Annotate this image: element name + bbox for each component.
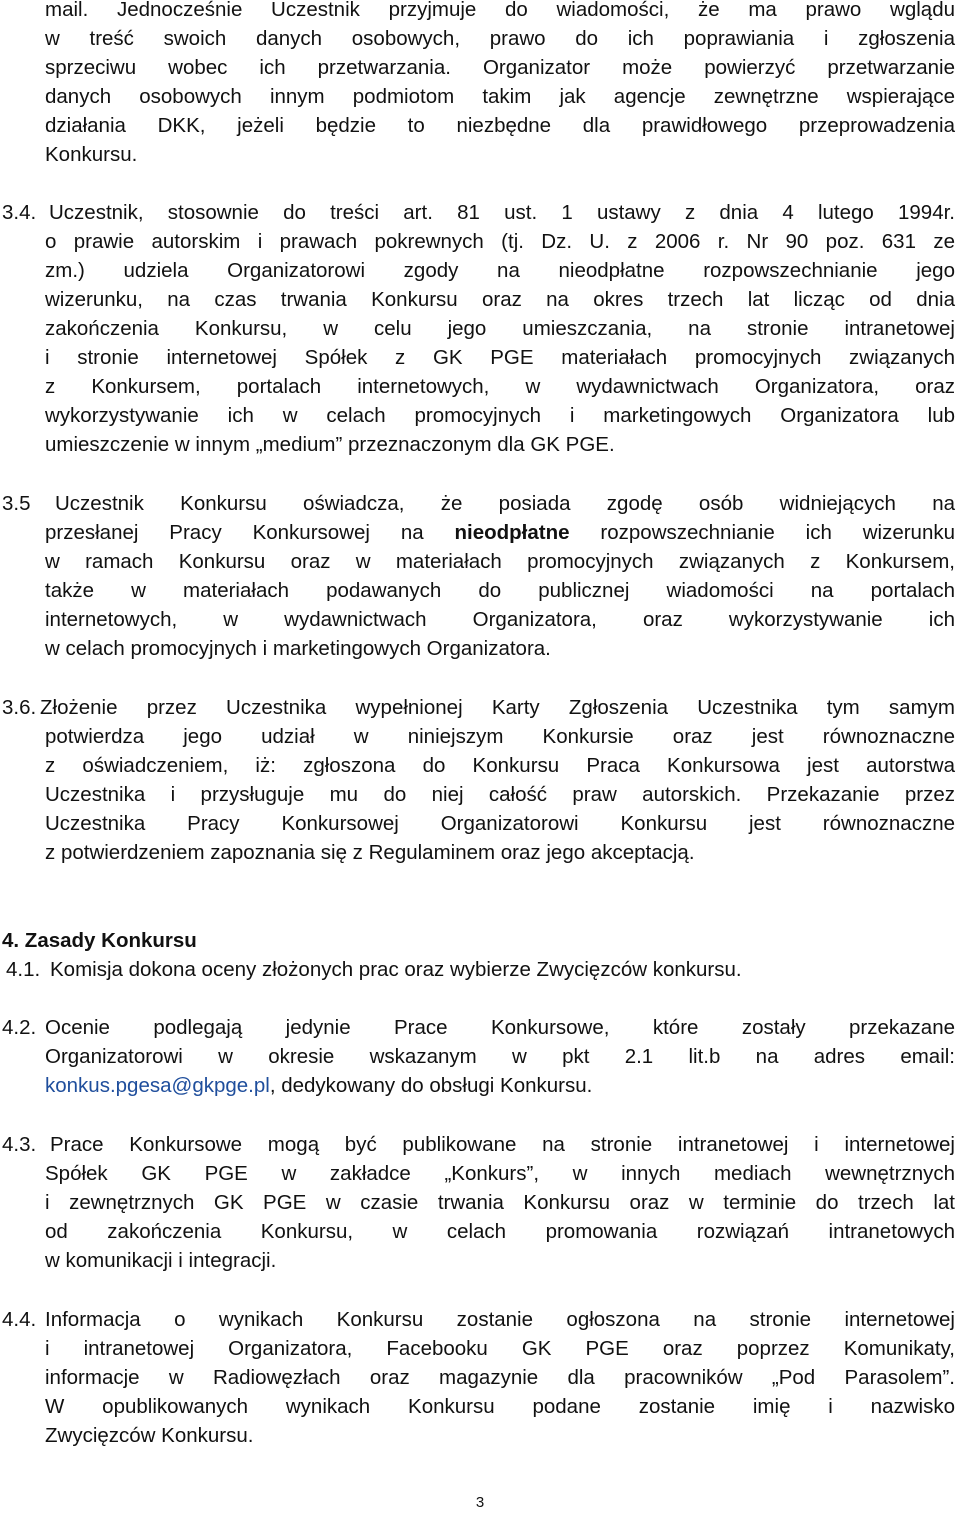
paragraph-line [45,519,955,547]
text-run: przesłanej Pracy Konkursowej na [45,521,455,544]
paragraph-line: w ramach Konkursu oraz w materiałach promocyjnych związanych z Konkursem, [45,550,955,573]
paragraph-number: 3.4. [2,201,37,224]
paragraph-line: w celach promocyjnych i marketingowych Organizatora. [45,637,551,660]
paragraph-line: od zakończenia Konkursu, w celach promowania rozwiązań intranetowych [45,1220,955,1243]
paragraph-number: 3.5 [2,492,31,515]
intro-line: działania DKK, jeżeli będzie to niezbędne dla prawidłowego przeprowadzenia [45,114,955,137]
paragraph-line: informacje w Radiowęzłach oraz magazynie dla pracowników „Pod Parasolem”. [45,1366,955,1389]
paragraph-line [45,1072,955,1100]
text-run: , dedykowany do obsługi Konkursu. [269,1074,593,1097]
intro-line: danych osobowych innym podmiotom takim jak agencje zewnętrzne wspierające [45,85,955,108]
paragraph-line: o prawie autorskim i prawach pokrewnych (tj. Dz. U. z 2006 r. Nr 90 poz. 631 ze [45,230,955,253]
bold-text: nieodpłatne [454,521,570,544]
paragraph-line: Uczestnika i przysługuje mu do niej całość praw autorskich. Przekazanie przez [45,783,955,806]
paragraph-number: 4.2. [2,1016,37,1039]
paragraph-line: i intranetowej Organizatora, Facebooku GK PGE oraz poprzez Komunikaty, [45,1337,955,1360]
paragraph-line: Złożenie przez Uczestnika wypełnionej Karty Zgłoszenia Uczestnika tym samym [40,696,955,719]
paragraph-line: Organizatorowi w okresie wskazanym w pkt 2.1 lit.b na adres email: [45,1045,955,1068]
paragraph-line: Uczestnik Konkursu oświadcza, że posiada zgodę osób widniejących na [55,492,955,515]
paragraph-line: umieszczenie w innym „medium” przeznaczonym dla GK PGE. [45,433,615,456]
intro-line: mail. Jednocześnie Uczestnik przyjmuje do wiadomości, że ma prawo wglądu [45,0,955,21]
paragraph-line: Uczestnik, stosownie do treści art. 81 ust. 1 ustawy z dnia 4 lutego 1994r. [49,201,955,224]
paragraph-line: z Konkursem, portalach internetowych, w wydawnictwach Organizatora, oraz [45,375,955,398]
section-heading: 4. Zasady Konkursu [2,929,197,952]
page-number: 3 [475,1494,485,1511]
paragraph-line: w komunikacji i integracji. [45,1249,277,1272]
paragraph-line: Prace Konkursowe mogą być publikowane na stronie intranetowej i internetowej [50,1133,955,1156]
paragraph-number: 3.6. [2,696,37,719]
intro-line: Konkursu. [45,143,138,166]
paragraph-line: Spółek GK PGE w zakładce „Konkurs”, w innych mediach wewnętrznych [45,1162,955,1185]
text-run: rozpowszechnianie ich wizerunku [569,521,956,544]
paragraph-number: 4.4. [2,1308,37,1331]
email-link[interactable]: konkus.pgesa@gkpge.pl [45,1074,270,1097]
paragraph-line: Ocenie podlegają jedynie Prace Konkursowe, które zostały przekazane [45,1016,955,1039]
paragraph-line: wykorzystywanie ich w celach promocyjnych i marketingowych Organizatora lub [45,404,955,427]
intro-line: sprzeciwu wobec ich przetwarzania. Organizator może powierzyć przetwarzanie [45,56,955,79]
paragraph-line: zakończenia Konkursu, w celu jego umieszczania, na stronie intranetowej [45,317,955,340]
paragraph-line: internetowych, w wydawnictwach Organizatora, oraz wykorzystywanie ich [45,608,955,631]
paragraph-number: 4.1. [6,958,41,981]
paragraph-line: i stronie internetowej Spółek z GK PGE materiałach promocyjnych związanych [45,346,955,369]
paragraph-line: z potwierdzeniem zapoznania się z Regulaminem oraz jego akceptacją. [45,841,695,864]
paragraph-line: także w materiałach podawanych do publicznej wiadomości na portalach [45,579,955,602]
paragraph-line: Informacja o wynikach Konkursu zostanie ogłoszona na stronie internetowej [45,1308,955,1331]
paragraph-line: Uczestnika Pracy Konkursowej Organizatorowi Konkursu jest równoznaczne [45,812,955,835]
paragraph-line: zm.) udziela Organizatorowi zgody na nieodpłatne rozpowszechnianie jego [45,259,955,282]
intro-line: w treść swoich danych osobowych, prawo do ich poprawiania i zgłoszenia [45,27,955,50]
paragraph-line: z oświadczeniem, iż: zgłoszona do Konkursu Praca Konkursowa jest autorstwa [45,754,955,777]
paragraph-line: wizerunku, na czas trwania Konkursu oraz na okres trzech lat licząc od dnia [45,288,955,311]
paragraph-line: Komisja dokona oceny złożonych prac oraz wybierze Zwycięzców konkursu. [50,958,742,981]
paragraph-line: potwierdza jego udział w niniejszym Konkursie oraz jest równoznaczne [45,725,955,748]
paragraph-line: Zwycięzców Konkursu. [45,1424,254,1447]
paragraph-line: W opublikowanych wynikach Konkursu podane zostanie imię i nazwisko [45,1395,955,1418]
paragraph-line: i zewnętrznych GK PGE w czasie trwania Konkursu oraz w terminie do trzech lat [45,1191,955,1214]
paragraph-number: 4.3. [2,1133,37,1156]
